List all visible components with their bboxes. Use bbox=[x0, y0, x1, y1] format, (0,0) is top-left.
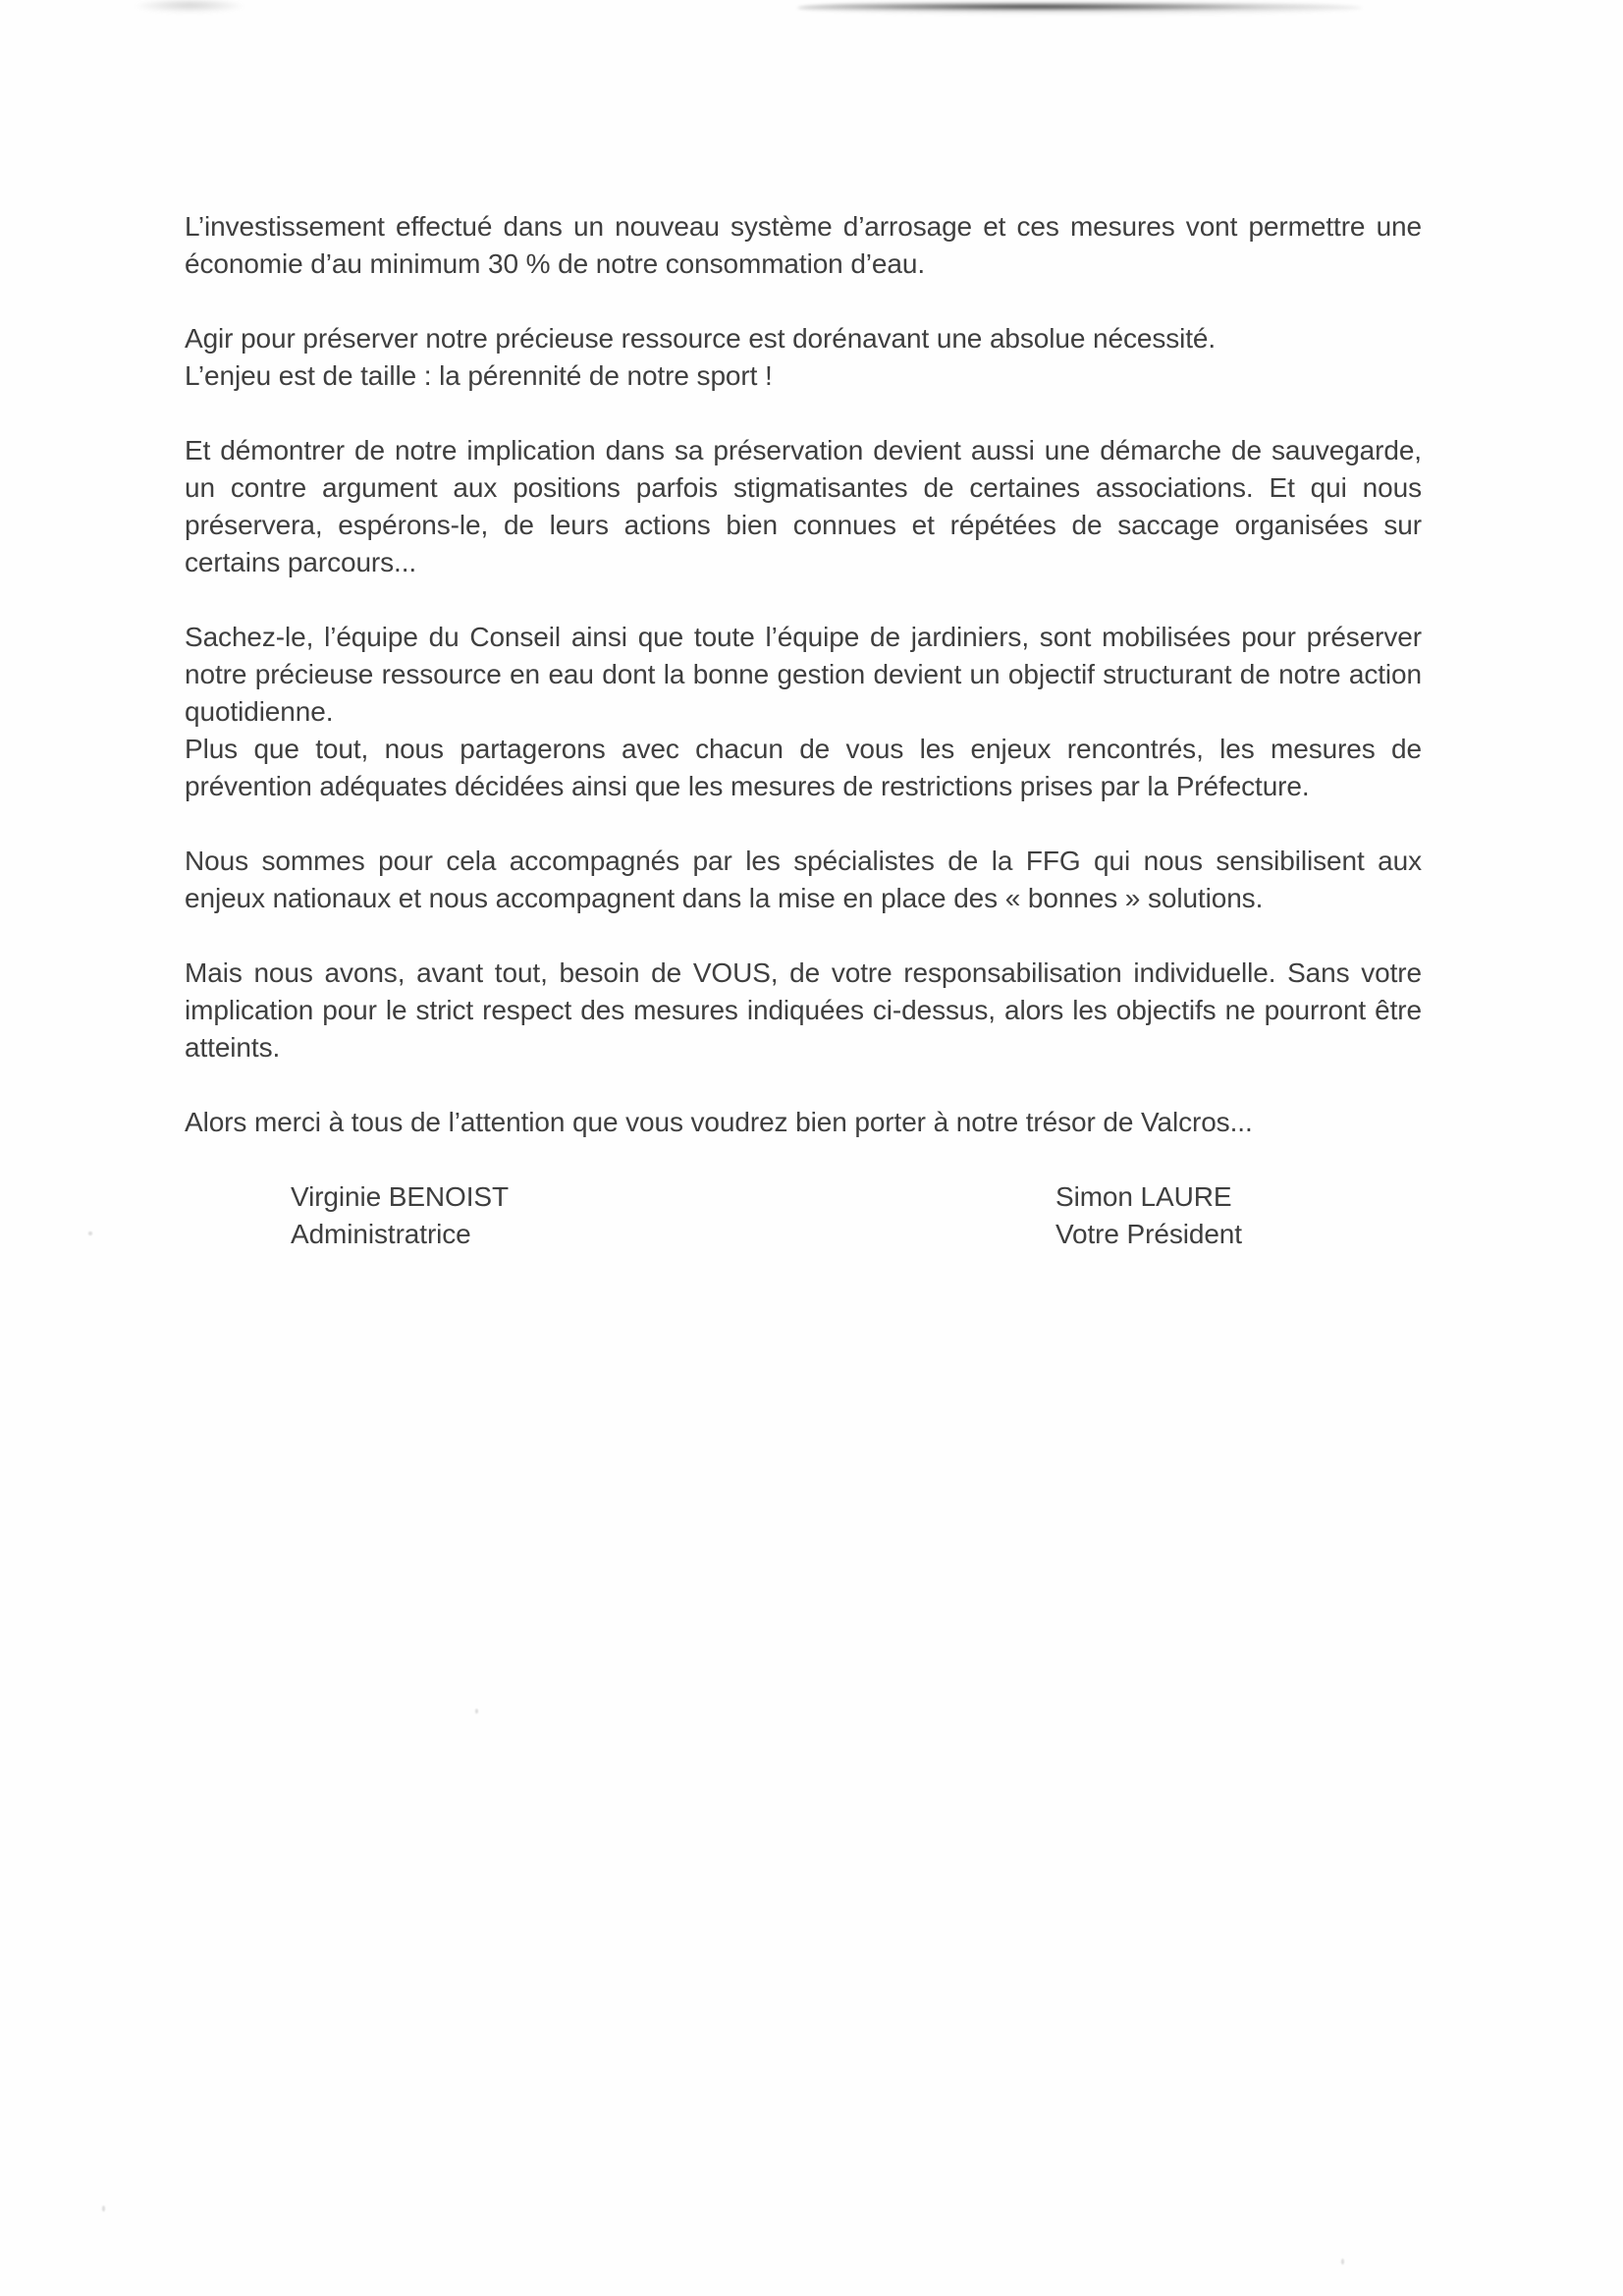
paragraph-demontrer: Et démontrer de notre implication dans sa préservation devient aussi une démarche de sauvegarde, un contre argument aux positions parfois stigmatisantes de certaines associations. Et qui nous préservera, espérons-le, de leurs actions bien connues et répétées de saccage organisées sur certains parcours... bbox=[185, 435, 1422, 577]
signature-left bbox=[291, 1178, 509, 1253]
scan-speck bbox=[1341, 2259, 1344, 2265]
line-enjeu: L’enjeu est de taille : la pérennité de notre sport ! bbox=[185, 360, 773, 391]
paragraph-ffg: Nous sommes pour cela accompagnés par les spécialistes de la FFG qui nous sensibilisent aux enjeux nationaux et nous accompagnent dans la mise en place des « bonnes » solutions. bbox=[185, 846, 1422, 913]
line-sachez-le: Sachez-le, l’équipe du Conseil ainsi que toute l’équipe de jardiniers, sont mobilisées pour préserver notre précieuse ressource en eau dont la bonne gestion devient un objectif structurant de notre action quotidienne. bbox=[185, 622, 1422, 727]
paragraph-investment: L’investissement effectué dans un nouveau système d’arrosage et ces mesures vont permettre une économie d’au minimum 30 % de notre consommation d’eau. bbox=[185, 211, 1422, 279]
paragraph-closing: Alors merci à tous de l’attention que vous voudrez bien porter à notre trésor de Valcros... bbox=[185, 1107, 1253, 1137]
paragraph-vous: Mais nous avons, avant tout, besoin de VOUS, de votre responsabilisation individuelle. Sans votre implication pour le strict respect des mesures indiquées ci-dessus, alors les objectifs ne pourront être atteints. bbox=[185, 957, 1422, 1063]
signature-block bbox=[185, 1178, 1422, 1257]
scan-artifact-top-left-smudge bbox=[135, 0, 243, 13]
scan-speck bbox=[88, 1231, 92, 1235]
signature-title-left: Administratrice bbox=[291, 1219, 471, 1249]
scan-speck bbox=[475, 1709, 478, 1714]
paragraph-sachez-le bbox=[185, 619, 1422, 805]
signature-right bbox=[1055, 1178, 1242, 1253]
signature-name-left: Virginie BENOIST bbox=[291, 1181, 509, 1212]
scan-artifact-top-smear bbox=[797, 0, 1362, 16]
line-agir: Agir pour préserver notre précieuse ressource est dorénavant une absolue nécessité. bbox=[185, 323, 1217, 354]
signature-name-right: Simon LAURE bbox=[1055, 1181, 1232, 1212]
paragraph-preserve-resource bbox=[185, 320, 1422, 395]
scan-speck bbox=[102, 2206, 105, 2212]
signature-title-right: Votre Président bbox=[1055, 1219, 1242, 1249]
letter-body bbox=[185, 208, 1422, 1257]
line-plus-que-tout: Plus que tout, nous partagerons avec chacun de vous les enjeux rencontrés, les mesures de prévention adéquates décidées ainsi que les mesures de restrictions prises par la Préfecture. bbox=[185, 734, 1422, 801]
